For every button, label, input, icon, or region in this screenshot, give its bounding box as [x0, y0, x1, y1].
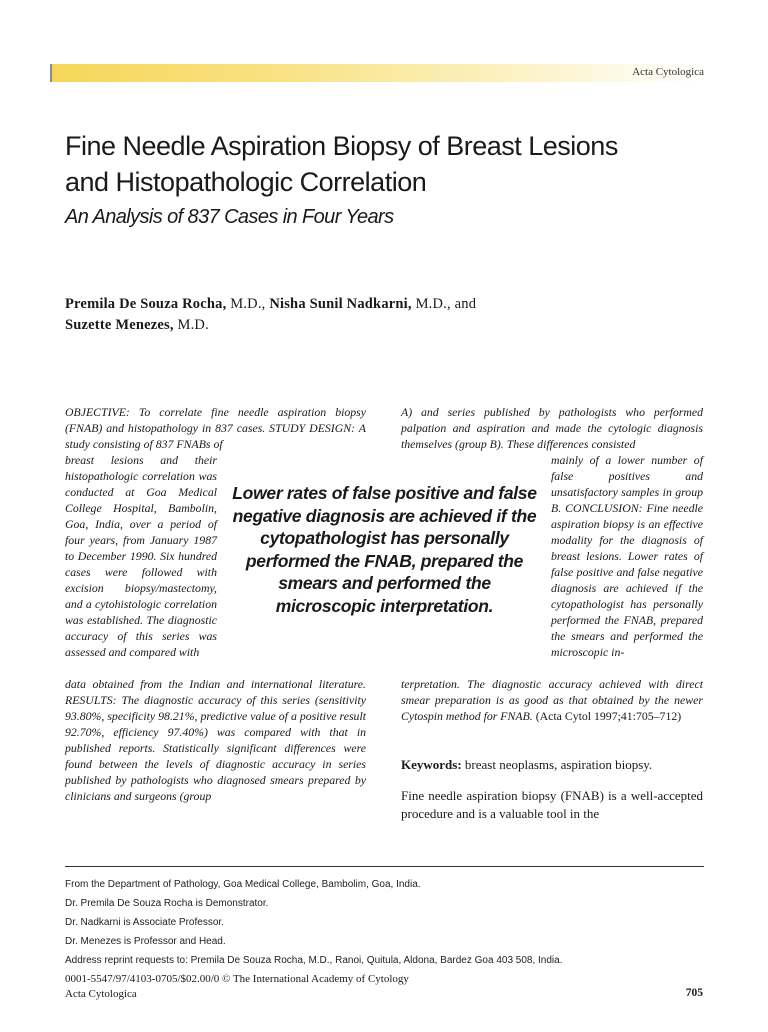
author-3-degree: M.D.	[177, 317, 209, 333]
header-band	[50, 64, 704, 82]
footnotes	[65, 875, 705, 970]
keywords-label: Keywords:	[401, 757, 462, 772]
abstract-citation: (Acta Cytol 1997;41:705–712)	[535, 709, 682, 723]
footnote-author-3: Dr. Menezes is Professor and Head.	[65, 936, 226, 947]
article-subtitle: An Analysis of 837 Cases in Four Years	[65, 206, 394, 228]
abstract-right-bottom	[401, 676, 703, 724]
author-1-degree: M.D.,	[230, 296, 266, 312]
author-list	[65, 294, 705, 336]
footnote-affiliation: From the Department of Pathology, Goa Medical College, Bambolim, Goa, India.	[65, 879, 421, 890]
author-2-name: Nisha Sunil Nadkarni,	[269, 296, 412, 312]
header-rule	[50, 64, 52, 82]
running-head-journal: Acta Cytologica	[632, 66, 704, 78]
page-number: 705	[685, 987, 703, 999]
copyright-line: 0001-5547/97/4103-0705/$02.00/0 © The International Academy of Cytology	[65, 973, 409, 985]
footer-journal: Acta Cytologica	[65, 988, 137, 1000]
abstract-left-top: OBJECTIVE: To correlate fine needle aspiration biopsy (FNAB) and histopathology in 837 cases. STUDY DESIGN: A study consisting of 837 FNABs of	[65, 405, 366, 451]
abstract-conclusion-end: terpretation. The diagnostic accuracy achieved with direct smear preparation is as good as that obtained by the newer Cytospin method for FNAB.	[401, 677, 703, 723]
footnote-reprint-address: Address reprint requests to: Premila De Souza Rocha, M.D., Ranoi, Quitula, Aldona, Bardez Goa 403 508, India.	[65, 955, 563, 966]
abstract-right-middle: mainly of a lower number of false positives and unsatisfactory samples in group B. CONCLUSION: Fine needle aspiration biopsy is an effective modality for the diagnosis of breast lesions. Lower rates of false positive and false negative diagnosis are achieved if the cytopathologist has personally performed the FNAB, prepared the smears and performed the microscopic in-	[551, 453, 703, 659]
keywords-text: breast neoplasms, aspiration biopsy.	[464, 757, 653, 772]
keywords	[401, 756, 703, 774]
title-line-1: Fine Needle Aspiration Biopsy of Breast Lesions	[65, 131, 618, 161]
article-title	[65, 128, 725, 200]
abstract-left-bottom: data obtained from the Indian and international literature. RESULTS: The diagnostic accuracy of this series (sensitivity 93.80%, specificity 98.21%, predictive value of a positive result 92.70%, efficiency 97.40%) was compared with that in published reports. Statistically significant differences were found between the levels of diagnostic accuracy in series published by pathologists who diagnosed smears prepared by clinicians and surgeons (group	[65, 677, 366, 803]
copyright-block	[65, 972, 409, 1002]
footnote-rule	[65, 866, 704, 867]
intro-paragraph: Fine needle aspiration biopsy (FNAB) is a well-accepted procedure and is a valuable tool in the	[401, 788, 703, 821]
abstract-right-top: A) and series published by pathologists who performed palpation and aspiration and made the cytologic diagnosis themselves (group B). These differences consisted	[401, 405, 703, 451]
abstract-left-middle: breast lesions and their histopathologic correlation was conducted at Goa Medical College Hospital, Bambolin, Goa, India, over a period of four years, from January 1987 to December 1990. Six hundred cases were followed with excision biopsy/mastectomy, and a cytohistologic correlation was established. The diagnostic accuracy of this series was assessed and compared with	[65, 453, 217, 659]
title-line-2: and Histopathologic Correlation	[65, 167, 427, 197]
author-3-name: Suzette Menezes,	[65, 317, 174, 333]
author-1-name: Premila De Souza Rocha,	[65, 296, 227, 312]
author-conjunction: and	[454, 296, 477, 312]
pull-quote: Lower rates of false positive and false negative diagnosis are achieved if the cytopathologist has personally performed the FNAB, prepared the smears and performed the microscopic interpretation.	[232, 483, 537, 616]
footnote-author-2: Dr. Nadkarni is Associate Professor.	[65, 917, 224, 928]
author-2-degree: M.D.,	[415, 296, 451, 312]
footnote-author-1: Dr. Premila De Souza Rocha is Demonstrator.	[65, 898, 269, 909]
